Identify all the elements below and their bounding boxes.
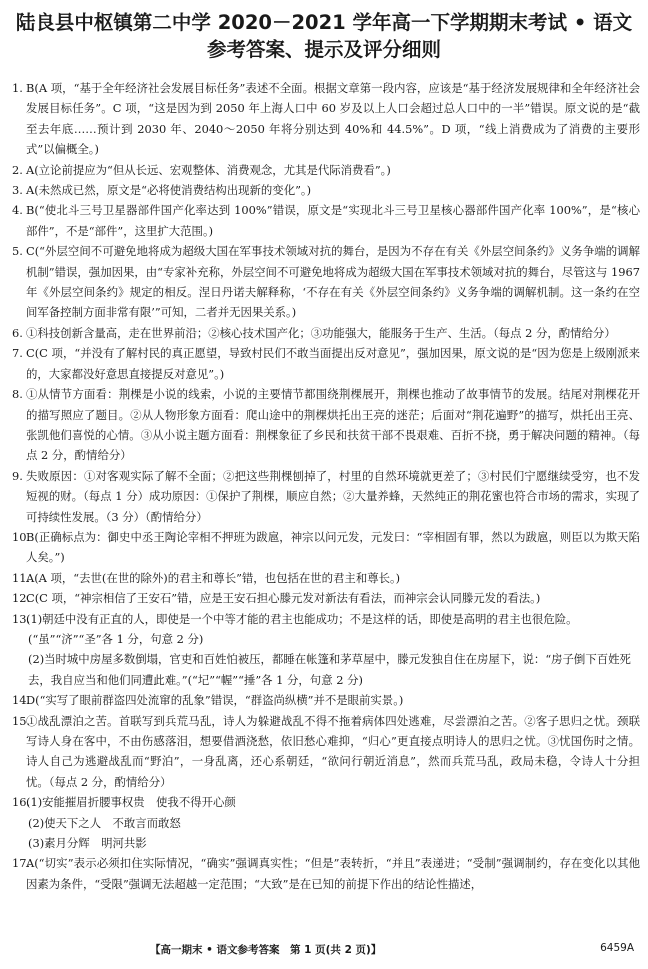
footer-code: 6459A — [600, 942, 634, 954]
answer-item — [12, 200, 640, 241]
answer-number: 10. — [12, 529, 31, 544]
answer-number: 7. — [12, 346, 23, 361]
answer-number: 13. — [12, 611, 31, 626]
answer-item — [12, 343, 640, 384]
answer-item — [12, 853, 640, 894]
answer-item — [12, 384, 640, 466]
answer-text: B(正确标点为：御史中丞王陶论宰相不押班为跋扈，神宗以问元发，元发曰：“宰相固有罪，然以为跋扈，则臣以为欺天陷人矣。”) — [26, 529, 640, 565]
footer-page-info: 【高一期末 • 语文参考答案 第 1 页(共 2 页)】 — [150, 944, 382, 956]
answer-number: 16. — [12, 795, 31, 810]
answer-item — [12, 160, 640, 180]
document-subtitle: 参考答案、提示及评分细则 — [206, 38, 441, 61]
answer-text: C(“外层空间不可避免地将成为超级大国在军事技术领域对抗的舞台，是因为不存在有关《外层空间条约》义务争端的调解机制”错误，强加因果，由“专家补充称，外层空间不可避免地将成为超级大国在军事技术领域对抗的舞台，尽管这与 1967 年《外层空间条约》规定的相反。涅日丹诺夫解释称，‘不存在有关《外层空间条约》义务争端的调解机制。这一条约在空间军备控制方面非常有限’”可知，二者并无因果关系。) — [26, 244, 640, 320]
answer-text: A(未然成已然，原文是“必将使消费结构出现新的变化”。) — [26, 183, 312, 198]
answer-number: 6. — [12, 325, 23, 340]
answer-item — [12, 568, 640, 588]
answer-number: 15. — [12, 713, 31, 728]
answer-item — [12, 588, 640, 608]
answer-list — [12, 78, 640, 894]
answer-subline: (2)当时城中房屋多数倒塌，官吏和百姓怕被压，都睡在帐篷和茅草屋中，滕元发独自住在房屋下，说：“房子倒下百姓死去，我自应当和他们同遭此难。”(“圮”“幄”“捶”各 1 分，句意 2 分) — [28, 652, 631, 687]
answer-subline: (“虽”“济”“圣”各 1 分，句意 2 分) — [28, 631, 204, 646]
answer-item — [12, 711, 640, 793]
document-title: 陆良县中枢镇第二中学 2020－2021 学年高一下学期期末考试 • 语文 — [15, 11, 633, 34]
answer-item — [12, 323, 640, 343]
answer-text: D(“实写了眼前群盗四处流窜的乱象”错误，“群盗尚纵横”并不是眼前实景。) — [26, 693, 404, 708]
answer-text: ①科技创新含量高，走在世界前沿；②核心技术国产化；③功能强大，能服务于生产、生活。（每点 2 分，酌情给分） — [26, 325, 616, 340]
answer-number: 5. — [12, 244, 23, 259]
answer-subline: (3)素月分辉 明河共影 — [28, 836, 147, 851]
answer-item — [12, 527, 640, 568]
answer-number: 12. — [12, 591, 31, 606]
answer-text: B(“使北斗三号卫星器部件国产化率达到 100%”错误，原文是“实现北斗三号卫星核心器部件国产化率 100%”，是“核心部件”，不是“部件”，这里扩大范围。) — [26, 203, 640, 238]
page-footer — [0, 938, 648, 960]
answer-number: 3. — [12, 183, 23, 198]
answer-number: 17. — [12, 856, 31, 871]
answer-item — [12, 690, 640, 710]
answer-subline: (2)使天下之人 不敢言而敢怒 — [28, 815, 181, 830]
answer-text: B(A 项，“基于全年经济社会发展目标任务”表述不全面。根据文章第一段内容，应该是“基于经济发展规律和全年经济社会发展目标任务”。C 项，“这是因为到 2050 年上海人口中 60 岁及以上人口会超过总人口中的一半”错误。原文说的是“截至去年底……预计到 2030 年、2040～2050 年将分别达到 40%和 44.5%”。D 项，“线上消费成为了消费的主要形式”以偏概全。) — [26, 81, 640, 157]
answer-item — [12, 466, 640, 527]
answer-item — [12, 609, 640, 629]
answer-text: (1)安能摧眉折腰事权贵 使我不得开心颜 — [26, 795, 236, 810]
answer-number: 8. — [12, 387, 23, 402]
answer-text: A(“切实”表示必须扣住实际情况，“确实”强调真实性；“但是”表转折，“并且”表递进；“受制”强调制约，存在变化以其他因素为条件，“受限”强调无法超越一定范围；“大致”是在已知的前提下作出的结论性描述， — [26, 856, 640, 891]
answer-number: 1. — [12, 81, 23, 95]
answer-number: 14. — [12, 693, 31, 708]
answer-text: ①战乱漂泊之苦。首联写到兵荒马乱，诗人为躲避战乱不得不拖着病体四处逃难，尽尝漂泊之苦。②客子思归之忧。颈联写诗人身在客中，不由伤感落泪，想要借酒浇愁，依旧愁心难抑，“归心”更直接点明诗人的思归之忧。③忧国伤时之情。诗人自己为逃避战乱而“野泊”，一身乱离，还心系朝廷，“欲问行朝近消息”，然而兵荒马乱，政局未稳，令诗人十分担忧。（每点 2 分，酌情给分） — [26, 713, 640, 789]
answer-number: 9. — [12, 468, 23, 483]
answer-item — [12, 792, 640, 812]
answer-item — [12, 241, 640, 323]
answer-item — [12, 180, 640, 200]
answer-number: 11. — [12, 570, 31, 585]
answer-item — [12, 78, 640, 160]
answer-text: (1)朝廷中没有正直的人，即使是一个中等才能的君主也能成功；不是这样的话，即使是高明的君主也很危险。 — [26, 611, 578, 626]
answer-number: 2. — [12, 162, 23, 177]
answer-text: 失败原因：①对客观实际了解不全面；②把这些荆棵刨掉了，村里的自然环境就更差了；③村民们宁愿继续受穷，也不发短视的财。（每点 1 分）成功原因：①保护了荆棵，顺应自然；②大量养蜂，天然纯正的荆花蜜也符合市场的需求，实现了可持续性发展。（3 分）（酌情给分） — [26, 468, 640, 524]
answer-text: C(C 项，“并没有了解村民的真正愿望，导致村民们不敢当面提出反对意见”，强加因果，原文说的是“因为您是上级刚派来的，大家都没好意思直接提反对意见”。) — [26, 346, 640, 381]
answer-text: ①从情节方面看：荆棵是小说的线索，小说的主要情节都围绕荆棵展开，荆棵也推动了故事情节的发展。结尾对荆棵花开的描写照应了题目。②从人物形象方面看：爬山途中的荆棵烘托出王亮的迷茫；后面对“荆花遍野”的描写，烘托出王亮、张凯他们喜悦的心情。③从小说主题方面看：荆棵象征了乡民和扶贫干部不畏艰难、百折不挠，勇于解决问题的精神。（每点 2 分，酌情给分） — [26, 387, 640, 463]
answer-number: 4. — [12, 203, 23, 218]
answer-text: A(立论前提应为“但从长远、宏观整体、消费观念，尤其是代际消费看”。) — [26, 162, 391, 177]
answer-text: C(C 项，“神宗相信了王安石”错，应是王安石担心滕元发对新法有看法，而神宗会认同滕元发的看法。) — [26, 591, 541, 606]
answer-text: A(A 项，“去世(在世的除外)的君主和尊长”错，也包括在世的君主和尊长。) — [26, 570, 401, 585]
